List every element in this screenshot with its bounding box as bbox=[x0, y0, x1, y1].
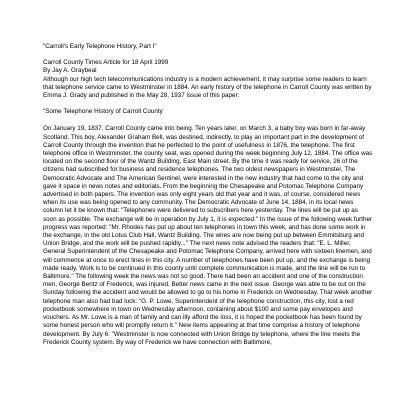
article-source: Carroll County Times Article for 18 April 1999 bbox=[43, 59, 169, 67]
section-title: "Some Telephone History of Carroll County bbox=[43, 108, 163, 116]
article-title: "Carroll's Early Telephone History, Part I" bbox=[43, 43, 157, 50]
article-author: By Jay A. Graybeal bbox=[43, 67, 97, 75]
article-body bbox=[43, 43, 373, 347]
article-header bbox=[43, 59, 373, 100]
article-intro: Although our high tech telecommunications industry is a modern achievement, it may surprise some readers to learn that telephone service came to Westminster in 1884. An early history of the telephone in Carroll County was written by Emma J. Grady and published in the May 28, 1937 issue of this paper: bbox=[43, 75, 372, 100]
body-paragraph: On January 19, 1837, Carroll County came into being. Ten years later, on March 3, a baby boy was born in far-away Scotland. This boy, Alexander Graham Bell, was destined, indirectly, to play an important part in the development of Carroll County through the invention that he perfected to the point of usefulness in 1876, the telephone. The first telephone office in Westminster, the county seat, was opened during the week beginning July 12, 1884. The office was located on the second floor of the Wantz Building, East Main street. By the time it was ready for service, 26 of the citizens had subscribed for business and residence telephones. The two oldest newspapers in Westminster, The Democratic Advocate and The American Sentinel, were interested in the new industry that had come to the city and gave it space in news notes and editorials. From the beginning the Chesapeake and Potomac Telephone Company advertised in both papers. The invention was only eight years old that year and it was, of course, considered news when its use was being opened to any community. The Democratic Advocate of June 14, 1884, in its local news column let it be known that: "Telephones were delivered to subscribers here yesterday. The lines will be put up as soon as possible. The exchange will be in operation by July 1, it is expected." In the issue of the following week further progress was reported: "Mr. Rhodes has put up about ten telephones in town this week, and has done some work in the exchange, in the old Lotus Club Hall, Wantz Building. The wires are now being put up between Emmitsburg and Union Bridge, and the work will be pushed rapidly..." The next news note advised the readers that: "E. L. Miller, General Superintendent of the Chesapeake and Potomac Telephone Company, arrived here with sixteen linemen, and will commence at once to erect lines in this city. A number of telephones have been put up, and the exchange is being made ready. Work is to be continued in this county until complete communication is made, and the line will be run to Baltimore." The following week the news was not so good. There had been an accident and one of the construction men, George Bentz of Frederick, was injured. Better news came in the next issue. George was able to be out on the Sunday following the accident and would be allowed to go to his home in Frederick on Wednesday. That week another telephone man also had bad luck: "G. P. Lowe, Superintendent of the telephone construction, this city, lost a red pocketbook somewhere in town on Wednesday afternoon, containing about $100 and some pay envelopes and vouchers. As Mr. Lowe is a man of family and can illy afford the loss, it is hoped the pocketbook has been found by some honest person who will promptly return it." New items appearing at that time comprise a history of telephone development. By July 6: "Westminster is now connected with Union Bridge by telephone, where the line meets the Frederick County system. By way of Frederick we have connection with Baltimore, bbox=[43, 125, 373, 346]
